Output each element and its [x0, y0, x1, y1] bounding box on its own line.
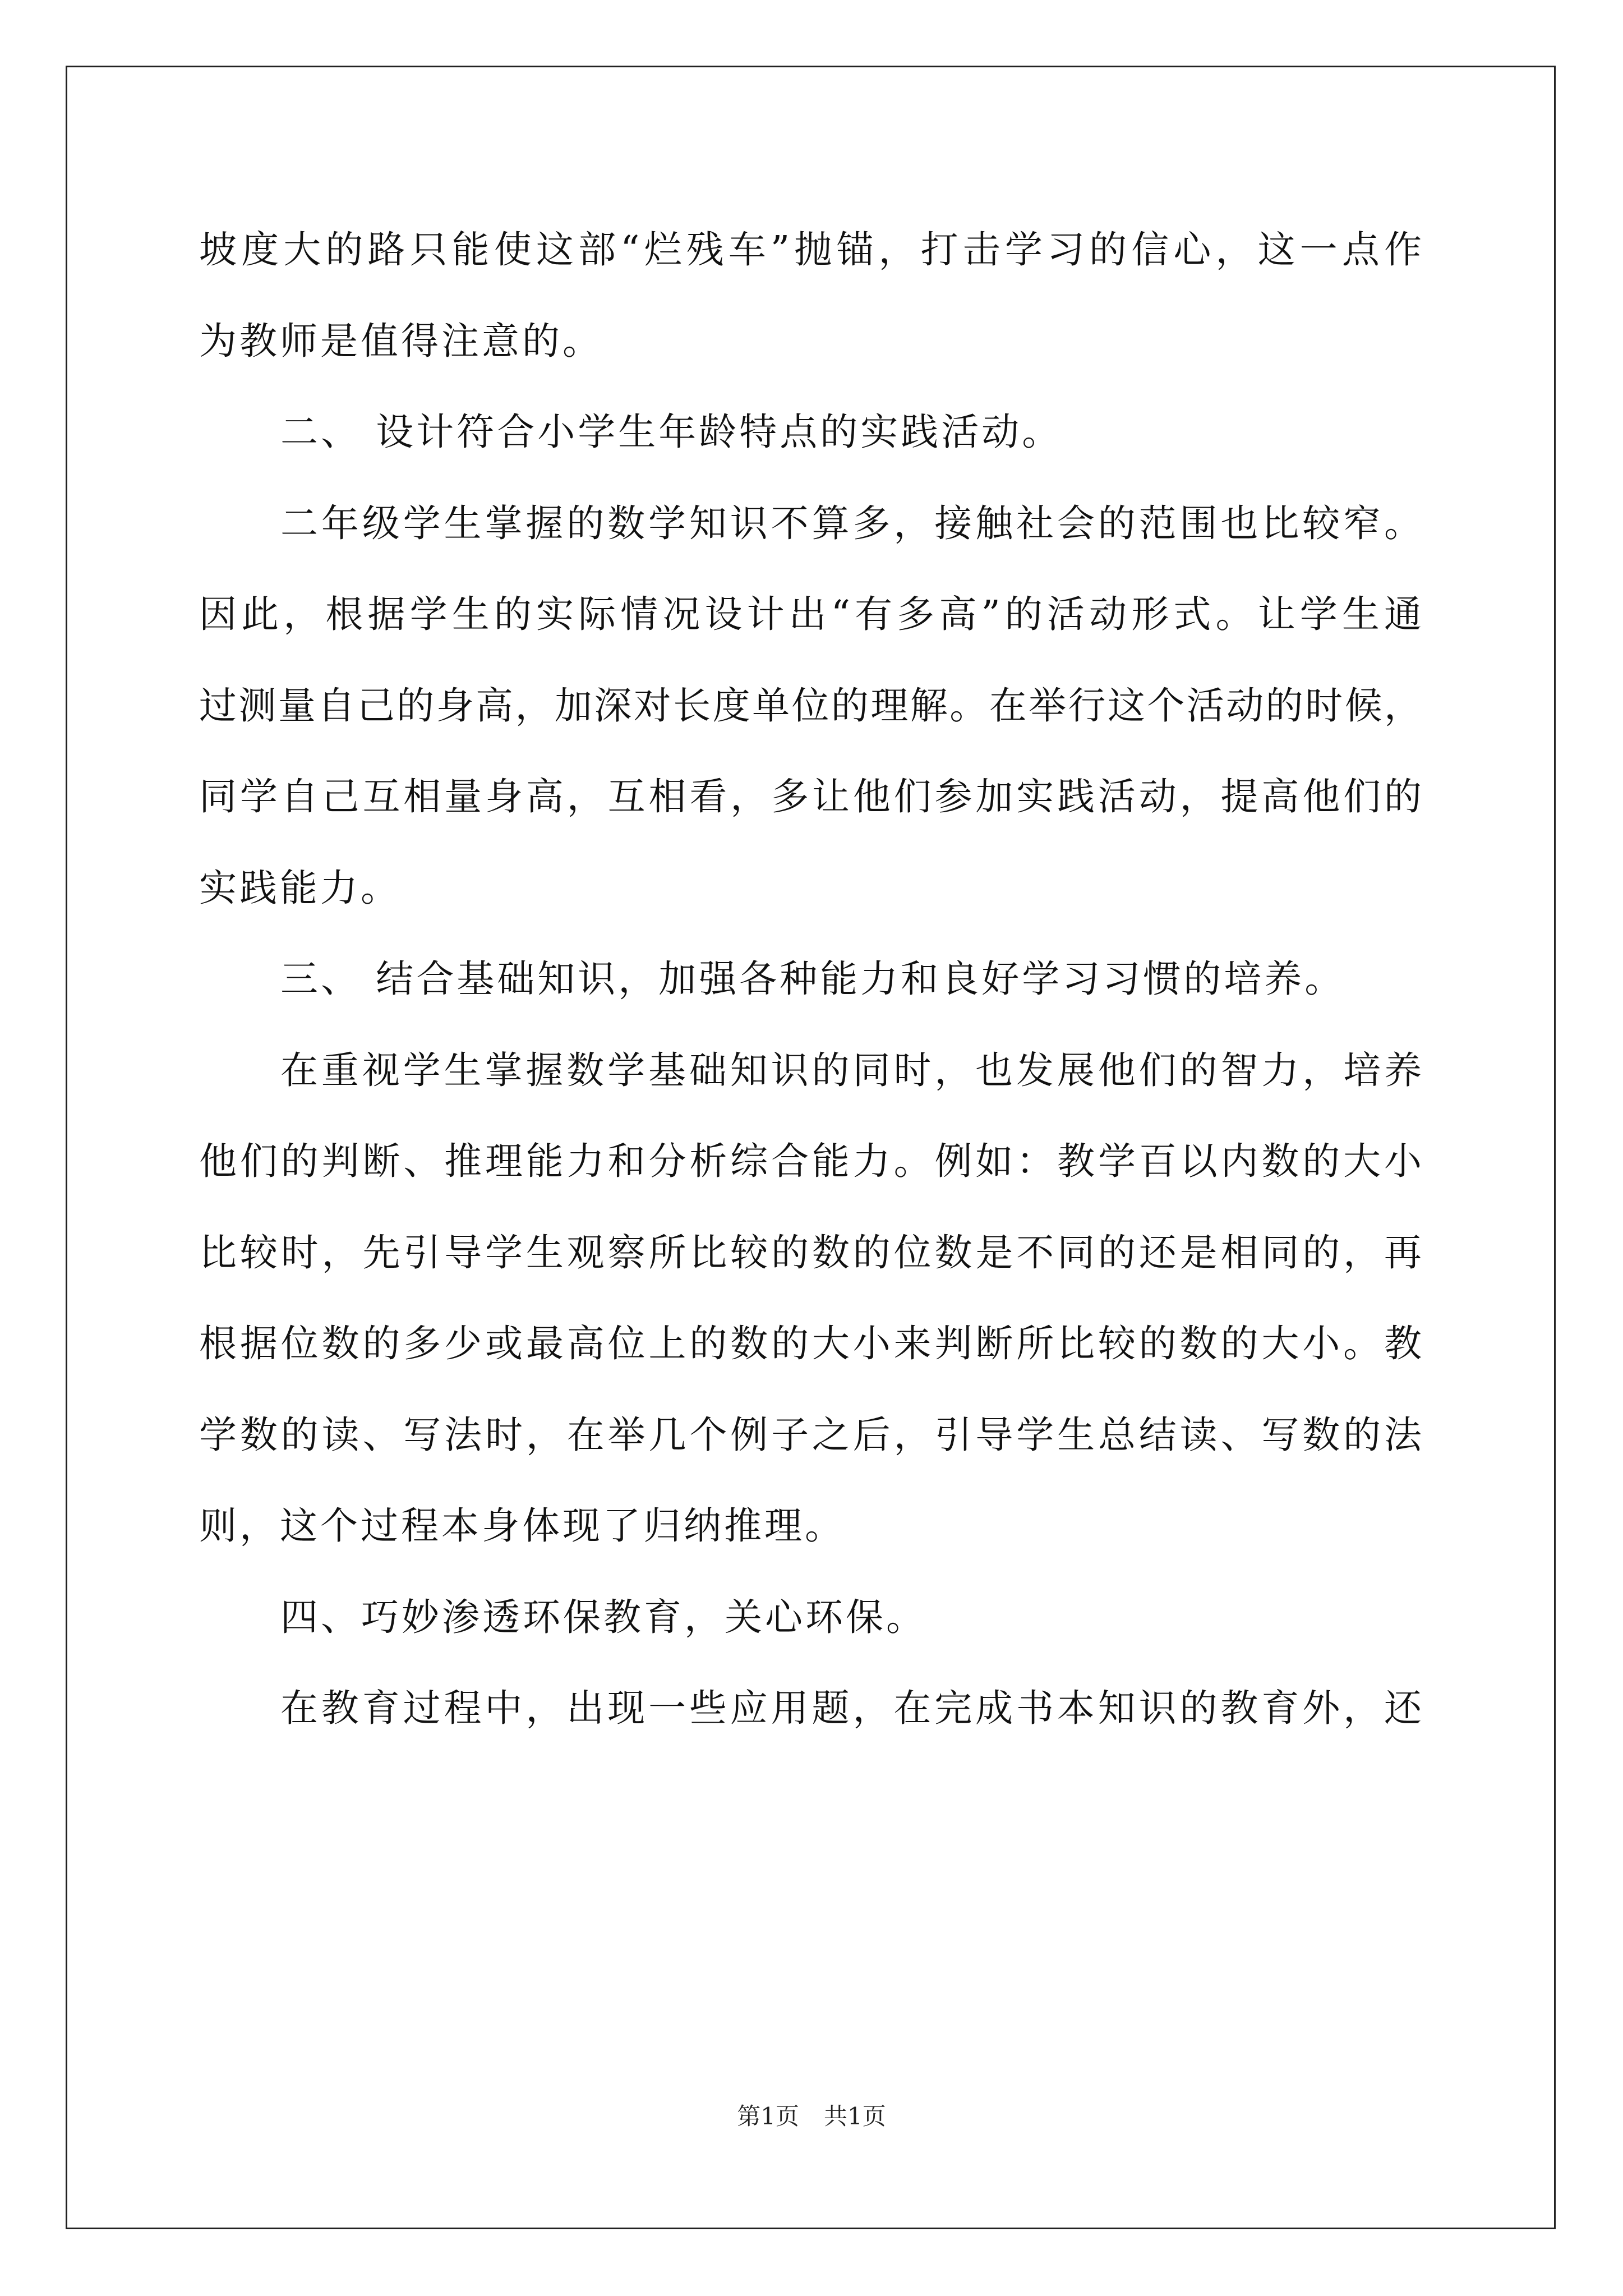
text-line: 学数的读、写法时，在举几个例子之后，引导学生总结读、写数的法 [199, 1413, 1422, 1457]
text-line: 二年级学生掌握的数学知识不算多，接触社会的范围也比较窄。 [280, 501, 1422, 545]
text-line: 则，这个过程本身体现了归纳推理。 [199, 1504, 845, 1548]
text-line: 在教育过程中，出现一些应用题，在完成书本知识的教育外，还 [280, 1686, 1422, 1730]
page-count: 共1页 [824, 2102, 886, 2130]
text-line: 根据位数的多少或最高位上的数的大小来判断所比较的数的大小。教 [199, 1322, 1422, 1365]
page-number: 第1页 [737, 2102, 799, 2130]
text-line: 坡度大的路只能使这部“烂残车”抛锚，打击学习的信心，这一点作 [199, 228, 1422, 272]
text-line: 同学自己互相量身高，互相看，多让他们参加实践活动，提高他们的 [199, 775, 1422, 818]
text-line: 在重视学生掌握数学基础知识的同时，也发展他们的智力，培养 [280, 1048, 1422, 1092]
page-footer [0, 2101, 1623, 2132]
section-heading: 二、 设计符合小学生年龄特点的实践活动。 [280, 410, 1063, 454]
text-line: 因此，根据学生的实际情况设计出“有多高”的活动形式。让学生通 [199, 592, 1422, 636]
text-line: 为教师是值得注意的。 [199, 319, 603, 363]
section-heading: 四、巧妙渗透环保教育，关心环保。 [280, 1595, 926, 1639]
text-line: 实践能力。 [199, 866, 401, 910]
text-line: 过测量自己的身高，加深对长度单位的理解。在举行这个活动的时候， [199, 684, 1422, 728]
section-heading: 三、 结合基础知识，加强各种能力和良好学习习惯的培养。 [280, 957, 1345, 1001]
text-line: 他们的判断、推理能力和分析综合能力。例如：教学百以内数的大小 [199, 1139, 1422, 1183]
text-line: 比较时，先引导学生观察所比较的数的位数是不同的还是相同的，再 [199, 1231, 1422, 1274]
